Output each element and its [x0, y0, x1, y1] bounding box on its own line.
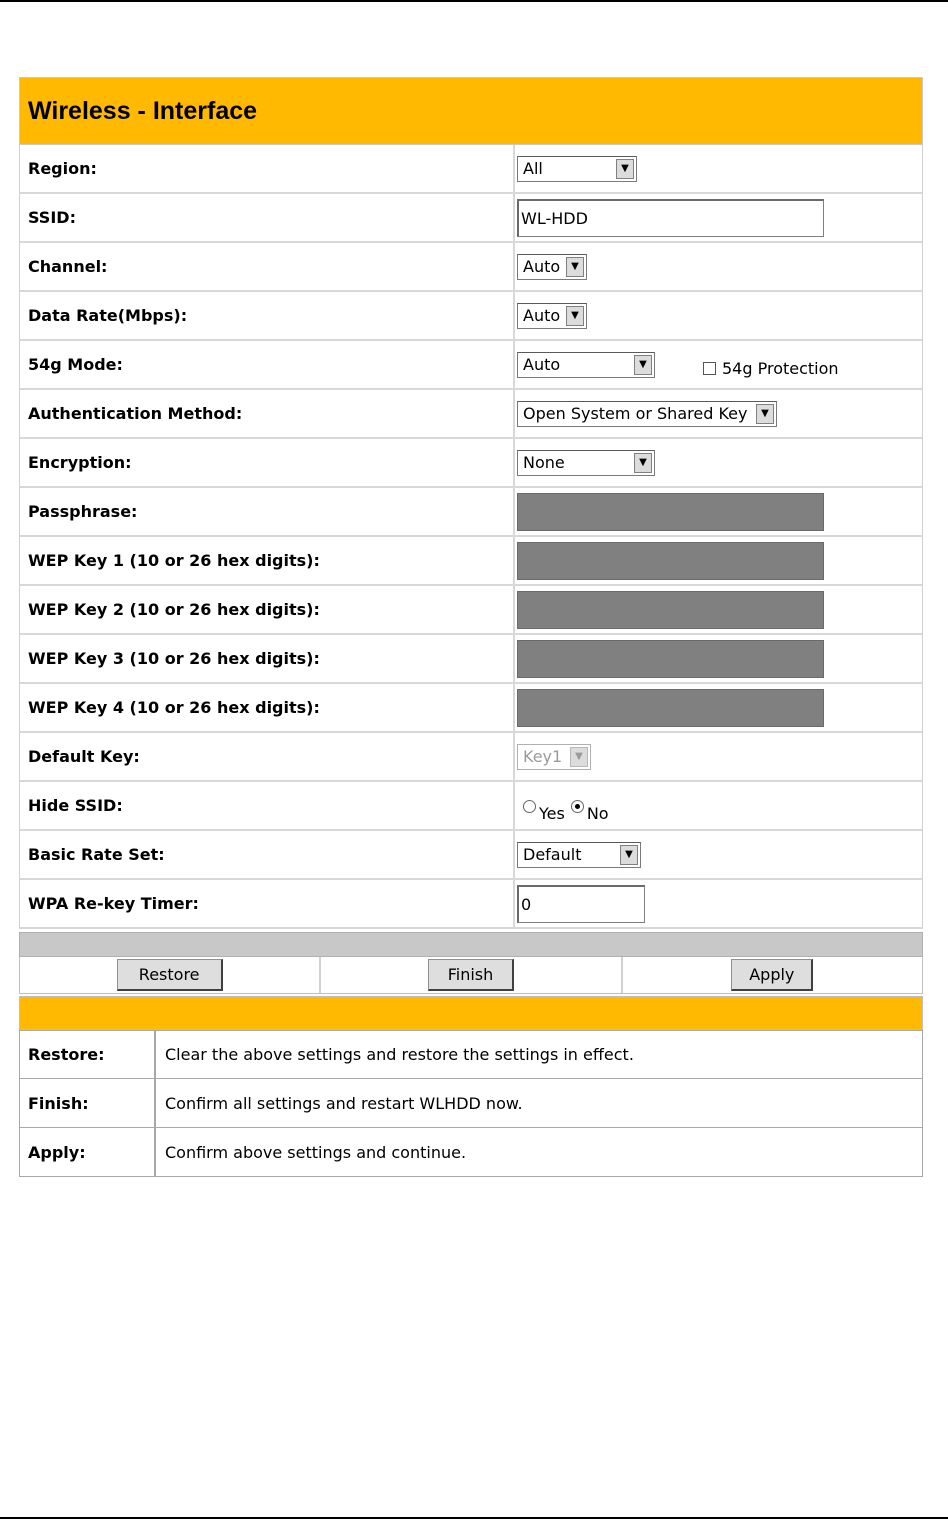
- wep-key-3-label: WEP Key 3 (10 or 26 hex digits):: [20, 635, 515, 682]
- data-rate-select[interactable]: Auto ▼: [517, 303, 587, 329]
- mode-54g-select[interactable]: Auto ▼: [517, 352, 655, 378]
- wep-key-2-input: [517, 591, 824, 629]
- default-key-label: Default Key:: [20, 733, 515, 780]
- bottom-rule: [0, 1517, 948, 1519]
- wpa-rekey-label: WPA Re-key Timer:: [20, 880, 515, 927]
- chevron-down-icon[interactable]: ▼: [566, 257, 584, 277]
- page-title: Wireless - Interface: [28, 96, 258, 125]
- wep-key-1-input: [517, 542, 824, 580]
- chevron-down-icon[interactable]: ▼: [756, 404, 774, 424]
- wireless-interface-panel: [19, 77, 923, 1177]
- channel-row: [19, 243, 923, 292]
- help-finish-desc: Confirm all settings and restart WLHDD now.: [165, 1093, 523, 1113]
- wpa-rekey-row: [19, 880, 923, 929]
- radio-icon[interactable]: [571, 800, 584, 813]
- wep-key-2-row: [19, 586, 923, 635]
- radio-selected-dot: [575, 804, 580, 809]
- apply-button[interactable]: Apply: [731, 959, 813, 991]
- restore-cell: [20, 957, 321, 993]
- restore-button[interactable]: Restore: [117, 959, 223, 991]
- ssid-input[interactable]: WL-HDD: [517, 199, 824, 237]
- auth-select[interactable]: Open System or Shared Key ▼: [517, 401, 777, 427]
- help-header-bar: [19, 996, 923, 1030]
- mode-54g-label: 54g Mode:: [20, 341, 515, 388]
- region-select[interactable]: All ▼: [517, 156, 637, 182]
- protection-checkbox-group: [703, 359, 839, 378]
- passphrase-input: [517, 493, 824, 531]
- top-rule: [0, 0, 948, 2]
- help-row-finish: [19, 1079, 923, 1128]
- region-row: [19, 145, 923, 194]
- help-apply-desc: Confirm above settings and continue.: [165, 1142, 467, 1162]
- wep-key-1-row: [19, 537, 923, 586]
- help-row-apply: [19, 1128, 923, 1177]
- region-label: Region:: [20, 145, 515, 192]
- wep-key-4-input: [517, 689, 824, 727]
- hide-ssid-no-label: No: [586, 804, 609, 823]
- finish-button[interactable]: Finish: [428, 959, 514, 991]
- help-restore-desc: Clear the above settings and restore the settings in effect.: [165, 1045, 634, 1064]
- auth-row: [19, 390, 923, 439]
- wep-key-2-label: WEP Key 2 (10 or 26 hex digits):: [20, 586, 515, 633]
- button-row: [19, 957, 923, 994]
- wep-key-3-input: [517, 640, 824, 678]
- wep-key-1-label: WEP Key 1 (10 or 26 hex digits):: [20, 537, 515, 584]
- default-key-select: Key1 ▼: [517, 744, 591, 770]
- wep-key-4-label: WEP Key 4 (10 or 26 hex digits):: [20, 684, 515, 731]
- wep-key-3-row: [19, 635, 923, 684]
- separator-bar: [19, 932, 923, 957]
- help-row-restore: [19, 1030, 923, 1079]
- chevron-down-icon[interactable]: ▼: [616, 159, 634, 179]
- channel-select[interactable]: Auto ▼: [517, 254, 587, 280]
- checkbox-icon[interactable]: [703, 362, 716, 375]
- default-key-row: [19, 733, 923, 782]
- chevron-down-icon[interactable]: ▼: [634, 453, 652, 473]
- apply-cell: [623, 957, 922, 993]
- hide-ssid-label: Hide SSID:: [20, 782, 515, 829]
- data-rate-row: [19, 292, 923, 341]
- encryption-select[interactable]: None ▼: [517, 450, 655, 476]
- protection-label: 54g Protection: [722, 359, 839, 378]
- chevron-down-icon[interactable]: ▼: [566, 306, 584, 326]
- chevron-down-icon[interactable]: ▼: [620, 845, 638, 865]
- help-apply-label: Apply:: [20, 1128, 156, 1176]
- page-header: [19, 77, 923, 145]
- ssid-label: SSID:: [20, 194, 515, 241]
- hide-ssid-yes-label: Yes: [539, 804, 565, 823]
- radio-icon[interactable]: [523, 800, 536, 813]
- basic-rate-select[interactable]: Default ▼: [517, 842, 641, 868]
- help-finish-label: Finish:: [20, 1079, 156, 1127]
- encryption-row: [19, 439, 923, 488]
- data-rate-label: Data Rate(Mbps):: [20, 292, 515, 339]
- mode-54g-row: [19, 341, 923, 390]
- passphrase-row: [19, 488, 923, 537]
- auth-label: Authentication Method:: [20, 390, 515, 437]
- finish-cell: [321, 957, 622, 993]
- channel-label: Channel:: [20, 243, 515, 290]
- help-table: [19, 1030, 923, 1177]
- wep-key-4-row: [19, 684, 923, 733]
- chevron-down-icon: ▼: [570, 747, 588, 767]
- chevron-down-icon[interactable]: ▼: [634, 355, 652, 375]
- help-restore-label: Restore:: [20, 1031, 156, 1078]
- hide-ssid-row: [19, 782, 923, 831]
- basic-rate-label: Basic Rate Set:: [20, 831, 515, 878]
- basic-rate-row: [19, 831, 923, 880]
- passphrase-label: Passphrase:: [20, 488, 515, 535]
- encryption-label: Encryption:: [20, 439, 515, 486]
- ssid-row: [19, 194, 923, 243]
- wpa-rekey-input[interactable]: 0: [517, 885, 645, 923]
